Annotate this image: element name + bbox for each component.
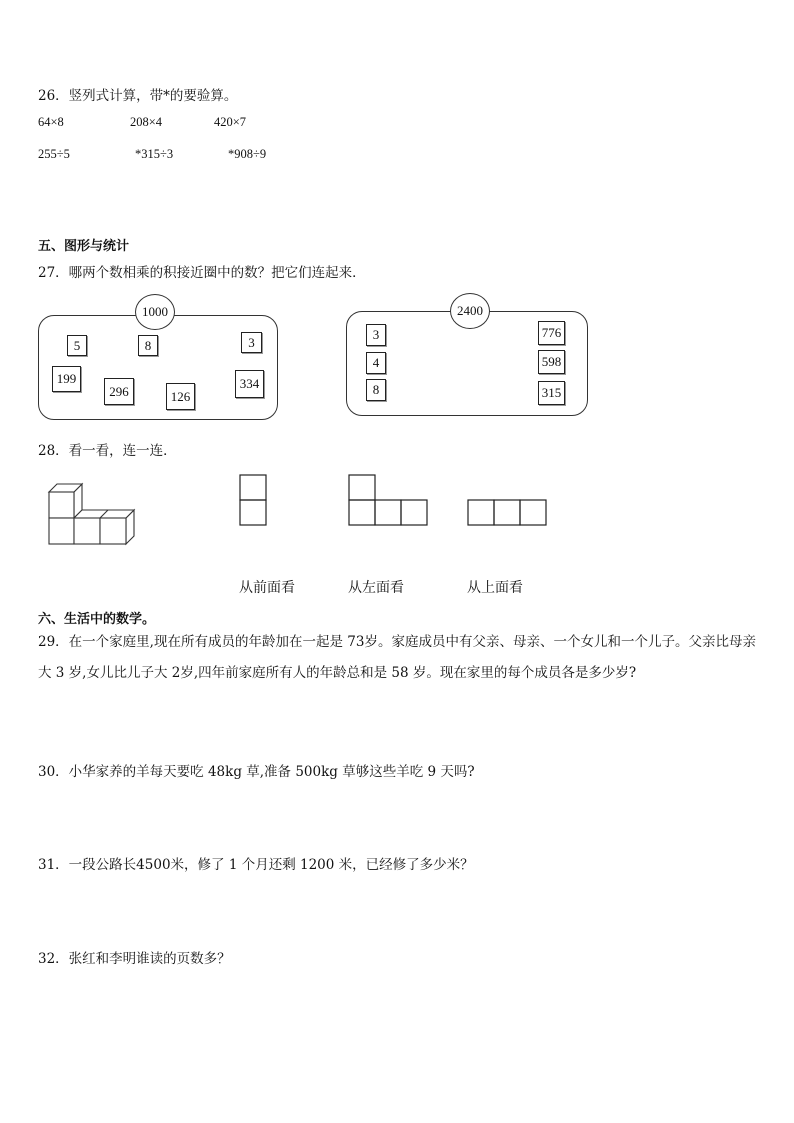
left-number-box: 3 xyxy=(241,332,262,353)
left-number-box: 334 xyxy=(235,370,264,398)
left-number-box: 5 xyxy=(67,335,87,356)
q26-expr-1: 64×8 xyxy=(38,115,64,129)
q28-title: 28．看一看，连一连． xyxy=(38,443,177,459)
q26-expr-3: 420×7 xyxy=(214,115,247,129)
left-number-box: 296 xyxy=(104,378,134,405)
right-target-circle: 2400 xyxy=(450,293,490,329)
q30-text: 30．小华家养的羊每天要吃 48kg 草,准备 500kg 草够这些羊吃 9 天吗? xyxy=(38,764,475,780)
section-5-title: 五、图形与统计 xyxy=(38,239,130,254)
left-number-box: 8 xyxy=(138,335,158,356)
q26-expr-5: *315÷3 xyxy=(135,147,174,161)
section-6-title: 六、生活中的数学。 xyxy=(38,612,156,627)
q32-text: 32．张红和李明谁读的页数多？ xyxy=(38,951,231,967)
q29-text: 29．在一个家庭里,现在所有成员的年龄加在一起是 73岁。家庭成员中有父亲、母亲、一个女儿和一个儿子。父亲比母亲大 3 岁,女儿比儿子大 2岁,四年前家庭所有人的年龄总和是 58 岁。现在家里的每个成员各是多少岁? xyxy=(38,634,756,681)
left-number-box: 199 xyxy=(52,366,81,392)
left-target-circle: 1000 xyxy=(135,294,175,330)
row-view-shape xyxy=(467,499,547,526)
q27-title: 27．哪两个数相乘的积接近圈中的数？把它们连起来． xyxy=(38,265,366,281)
q26-expr-4: 255÷5 xyxy=(38,147,70,161)
cube-stack-figure xyxy=(48,480,138,546)
front-view-shape xyxy=(239,474,267,526)
right-number-box: 776 xyxy=(538,321,565,345)
label-left-view: 从左面看 xyxy=(348,580,404,596)
right-number-box: 4 xyxy=(366,352,386,374)
right-number-box: 598 xyxy=(538,350,565,374)
right-number-box: 8 xyxy=(366,379,386,401)
q31-text: 31．一段公路长4500米，修了 1 个月还剩 1200 米，已经修了多少米？ xyxy=(38,857,474,873)
q26-title: 26．竖列式计算，带*的要验算。 xyxy=(38,88,238,104)
right-number-box: 315 xyxy=(538,381,565,405)
l-view-shape xyxy=(348,474,428,526)
right-number-box: 3 xyxy=(366,324,386,346)
q26-expr-2: 208×4 xyxy=(130,115,163,129)
left-number-box: 126 xyxy=(166,383,195,410)
label-front-view: 从前面看 xyxy=(239,580,295,596)
q26-expr-6: *908÷9 xyxy=(228,147,267,161)
label-top-view: 从上面看 xyxy=(467,580,523,596)
